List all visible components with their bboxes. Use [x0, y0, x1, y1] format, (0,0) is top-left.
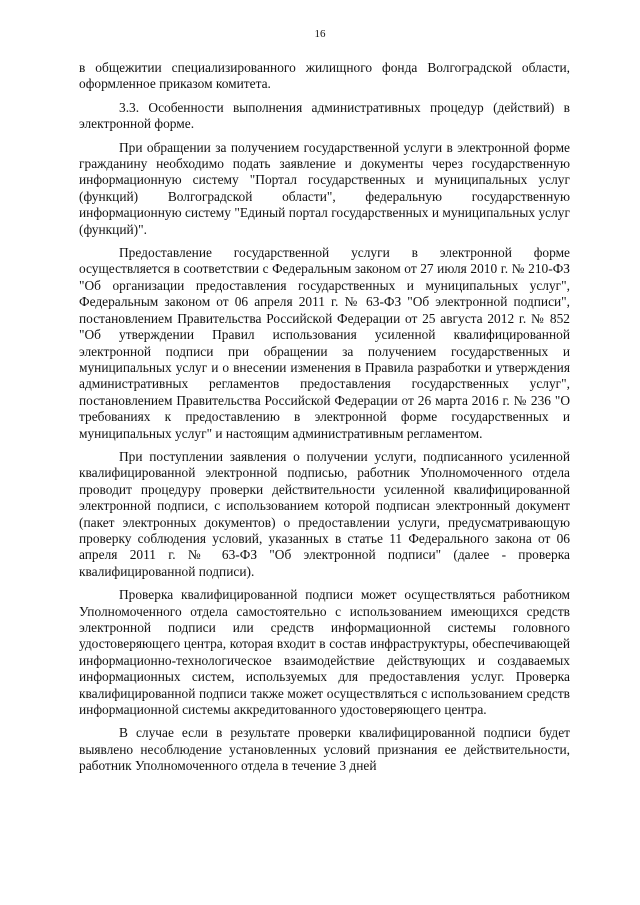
paragraph-verification-methods: Проверка квалифицированной подписи может осуществляться работником Уполномоченного отдела самостоятельно с использованием имеющихся средств электронной подписи или средств информационной системы головного удостоверяющего центра, которая входит в состав инфраструктуры, обеспечивающей информационно-технологическое взаимодействие действующих и создаваемых информационных систем, используемых для предоставления услуг. Проверка квалифицированной подписи также может осуществляться с использованием средств информационной системы аккредитованного удостоверяющего центра. [79, 587, 570, 718]
section-heading-3-3: 3.3. Особенности выполнения административных процедур (действий) в электронной форме. [79, 99, 570, 132]
page-number: 16 [314, 28, 326, 40]
paragraph-legal-basis: Предоставление государственной услуги в электронной форме осуществляется в соответствии с Федеральным законом от 27 июля 2010 г. № 210-ФЗ "Об организации предоставления государственных и муниципальных услуг", Федеральным законом от 06 апреля 2011 г. № 63-ФЗ "Об электронной подписи", постановлением Правительства Российской Федерации от 25 августа 2012 г. № 852 "Об утверждении Правил использования усиленной квалифицированной электронной подписи при обращении за получением государственных и муниципальных услуг и о внесении изменения в Правила разработки и утверждения административных регламентов предоставления государственных услуг", постановлением Правительства Российской Федерации от 26 марта 2016 г. № 236 "О требованиях к предоставлению в электронной форме государственных и муниципальных услуг" и настоящим административным регламентом. [79, 245, 570, 441]
paragraph-electronic-submission: При обращении за получением государственной услуги в электронной форме гражданину необходимо подать заявление и документы через государственную информационную систему "Портал государственных и муниципальных услуг (функций) Волгоградской области", федеральную государственную информационную систему "Единый портал государственных и муниципальных услуг (функций)". [79, 139, 570, 237]
paragraph-continuation: в общежитии специализированного жилищного фонда Волгоградской области, оформленное приказом комитета. [79, 60, 570, 92]
paragraph-invalid-signature: В случае если в результате проверки квалифицированной подписи будет выявлено несоблюдение установленных условий признания ее действительности, работник Уполномоченного отдела в течение 3 дней [79, 725, 570, 774]
document-body [79, 60, 570, 782]
paragraph-signature-verification: При поступлении заявления о получении услуги, подписанного усиленной квалифицированной электронной подписью, работник Уполномоченного отдела проводит процедуру проверки действительности усиленной квалифицированной электронной подписи, с использованием которой подписан электронный документ (пакет электронных документов) о предоставлении услуги, предусматривающую проверку соблюдения условий, указанных в статье 11 Федерального закона от 06 апреля 2011 г. № 63-ФЗ "Об электронной подписи" (далее - проверка квалифицированной подписи). [79, 448, 570, 579]
